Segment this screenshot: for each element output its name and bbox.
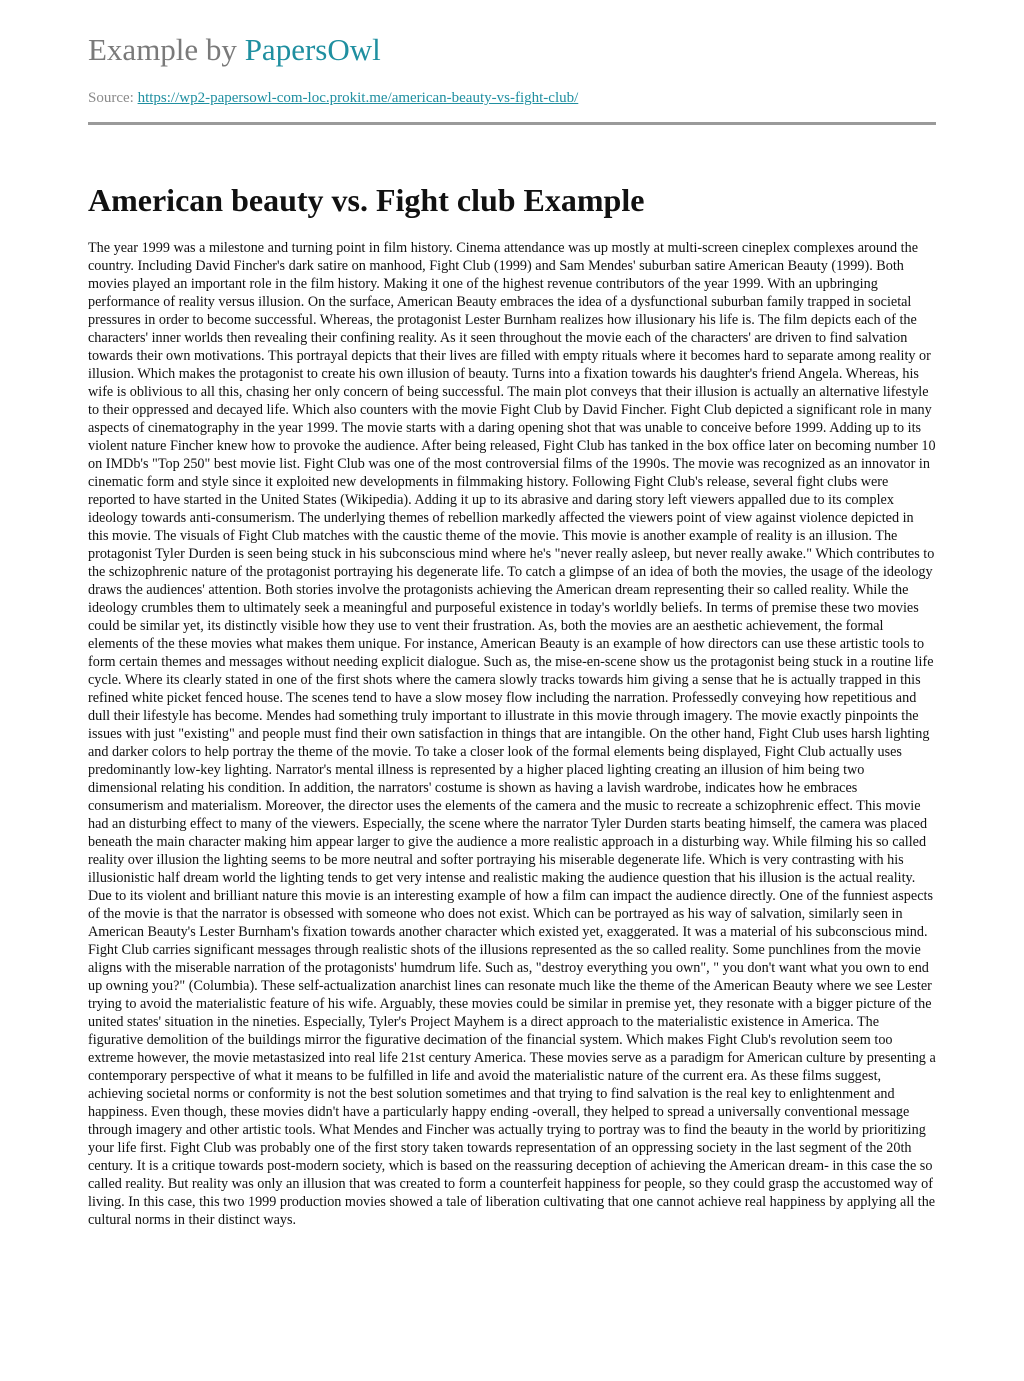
- header-divider: [88, 122, 936, 125]
- article-body: The year 1999 was a milestone and turning point in film history. Cinema attendance was up mostly at multi-screen cineplex complexes around the country. Including David Fincher's dark satire on manhood, Fight Club (1999) and Sam Mendes' suburban satire American Beauty (1999). Both movies played an important role in the film history. Making it one of the highest revenue contributors of the year 1999. With an upbringing performance of reality versus illusion. On the surface, American Beauty embraces the idea of a dysfunctional suburban family trapped in societal pressures in order to become successful. Whereas, the protagonist Lester Burnham realizes how illusionary his life is. The film depicts each of the characters' inner worlds then revealing their confining reality. As it seen throughout the movie each of the characters' are driven to find salvation towards their own motivations. This portrayal depicts that their lives are filled with empty rituals where it becomes hard to separate among reality or illusion. Which makes the protagonist to create his own illusion of beauty. Turns into a fixation towards his daughter's friend Angela. Whereas, his wife is oblivious to all this, chasing her only concern of being successful. The main plot conveys that their illusion is actually an alternative lifestyle to their oppressed and decayed life. Which also counters with the movie Fight Club by David Fincher. Fight Club depicted a significant role in many aspects of cinematography in the year 1999. The movie starts with a daring opening shot that was unable to conceive before 1999. Adding up to its violent nature Fincher knew how to provoke the audience. After being released, Fight Club has tanked in the box office later on becoming number 10 on IMDb's "Top 250" best movie list. Fight Club was one of the most controversial films of the 1990s. The movie was recognized as an innovator in cinematic form and style since it exploited new developments in filmmaking history. Following Fight Club's release, several fight clubs were reported to have started in the United States (Wikipedia). Adding it up to its abrasive and daring story left viewers appalled due to its complex ideology towards anti-consumerism. The underlying themes of rebellion markedly affected the viewers point of view against violence depicted in this movie. The visuals of Fight Club matches with the caustic theme of the movie. This movie is another example of reality is an illusion. The protagonist Tyler Durden is seen being stuck in his subconscious mind where he's "never really asleep, but never really awake." Which contributes to the schizophrenic nature of the protagonist portraying his degenerate life. To catch a glimpse of an idea of both the movies, the usage of the ideology draws the audiences' attention. Both stories involve the protagonists achieving the American dream representing their so called reality. While the ideology crumbles them to ultimately seek a meaningful and purposeful existence in today's worldly beliefs. In terms of premise these two movies could be similar yet, its distinctly visible how they use to vent their frustration. As, both the movies are an aesthetic achievement, the formal elements of the these movies what makes them unique. For instance, American Beauty is an example of how directors can use these artistic tools to form certain themes and messages without needing explicit dialogue. Such as, the mise-en-scene show us the protagonist being stuck in a routine life cycle. Where its clearly stated in one of the first shots where the camera slowly tracks towards him giving a sense that he is actually trapped in this refined white picket fenced house. The scenes tend to have a slow mosey flow including the narration. Professedly conveying how repetitious and dull their lifestyle has become. Mendes had something truly important to illustrate in this movie through imagery. The movie exactly pinpoints the issues with just "existing" and people must find their own satisfaction in things that are intangible. On the other hand, Fight Club uses harsh lighting and darker colors to help portray the theme of the movie. To take a closer look of the formal elements being displayed, Fight Club actually uses predominantly low-key lighting. Narrator's mental illness is represented by a higher placed lighting creating an illusion of him being two dimensional relating his condition. In addition, the narrators' costume is shown as having a lavish wardrobe, indicates how he embraces consumerism and materialism. Moreover, the director uses the elements of the camera and the music to recreate a schizophrenic effect. This movie had an disturbing effect to many of the viewers. Especially, the scene where the narrator Tyler Durden starts beating himself, the camera was placed beneath the main character making him appear larger to give the audience a more realistic approach in a disturbing way. While filming his so called reality over illusion the lighting seems to be more neutral and softer portraying his miserable degenerate life. Which is very contrasting with his illusionistic half dream world the lighting tends to get very intense and realistic making the audience question that his illusion is the actual reality. Due to its violent and brilliant nature this movie is an interesting example of how a film can impact the audience directly. One of the funniest aspects of the movie is that the narrator is obsessed with someone who does not exist. Which can be portrayed as his way of salvation, similarly seen in American Beauty's Lester Burnham's fixation towards another character which existed yet, exaggerated. It was a material of his subconscious mind. Fight Club carries significant messages through realistic shots of the illusions represented as the so called reality. Some punchlines from the movie aligns with the miserable narration of the protagonists' humdrum life. Such as, "destroy everything you own", " you don't want what you own to end up owning you?" (Columbia). These self-actualization anarchist lines can resonate much like the theme of the American Beauty where we see Lester trying to avoid the materialistic feature of his wife. Arguably, these movies could be similar in premise yet, they resonate with a bigger picture of the united states' situation in the nineties. Especially, Tyler's Project Mayhem is a direct approach to the materialistic existence in America. The figurative demolition of the buildings mirror the figurative decimation of the financial system. Which makes Fight Club's revolution seem too extreme however, the movie metastasized into real life 21st century America. These movies serve as a paradigm for American culture by presenting a contemporary perspective of what it means to be fulfilled in life and avoid the materialistic nature of the current era. As these films suggest, achieving societal norms or conformity is not the best solution sometimes and that trying to find salvation is the real key to enlightenment and happiness. Even though, these movies didn't have a particularly happy ending -overall, they helped to spread a universally conventional message through imagery and other artistic tools. What Mendes and Fincher was actually trying to portray was to find the beauty in the world by prioritizing your life first. Fight Club was probably one of the first story taken towards representation of an oppressing society in the last segment of the 20th century. It is a critique towards post-modern society, which is based on the reassuring deception of achieving the American dream- in this case the so called reality. But reality was only an illusion that was created to form a counterfeit happiness for people, so they could grasp the accustomed way of living. In this case, this two 1999 production movies showed a tale of liberation cultivating that one cannot achieve real happiness by applying all the cultural norms in their distinct ways.: [88, 240, 936, 1228]
- article-title: American beauty vs. Fight club Example: [88, 182, 645, 218]
- brand-prefix: Example by: [88, 32, 237, 67]
- brand-name-link[interactable]: PapersOwl: [244, 32, 381, 67]
- source-line: [88, 89, 578, 107]
- site-brand: [88, 32, 381, 68]
- source-link[interactable]: https://wp2-papersowl-com-loc.prokit.me/american-beauty-vs-fight-club/: [137, 90, 579, 106]
- source-label: Source:: [88, 90, 134, 106]
